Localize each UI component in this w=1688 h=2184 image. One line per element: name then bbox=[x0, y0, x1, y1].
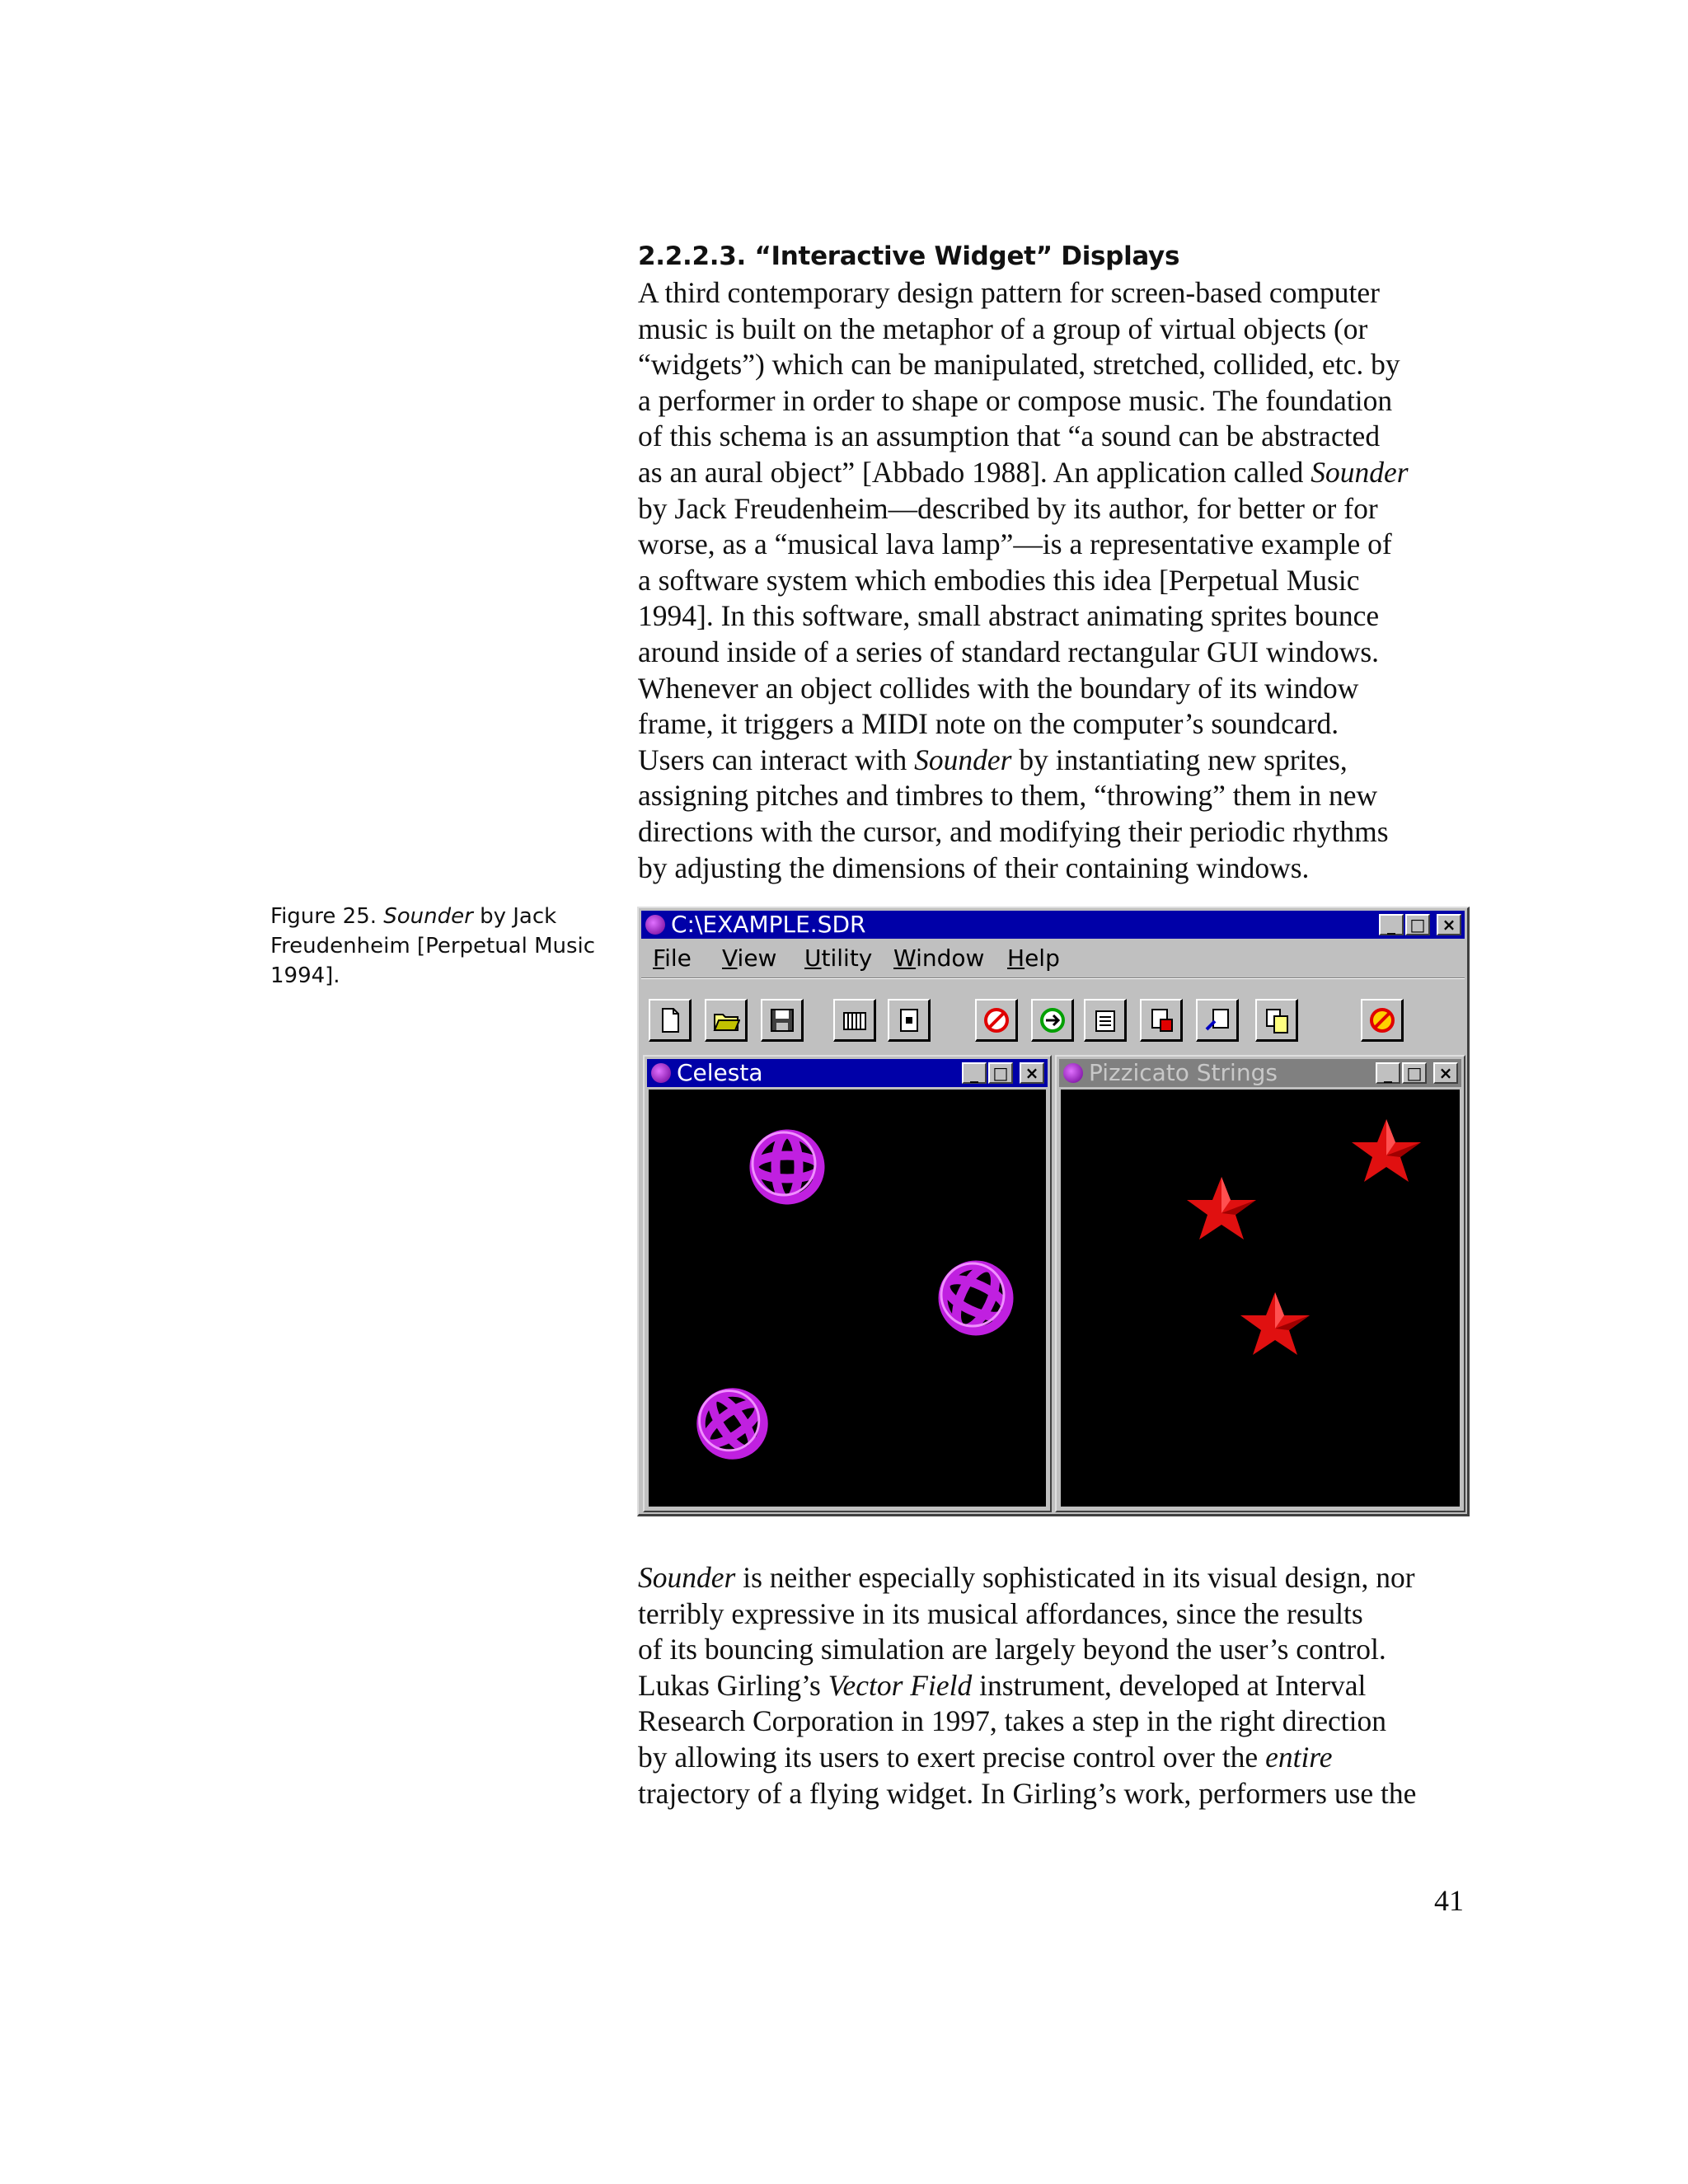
go-arrow-icon bbox=[1039, 1006, 1067, 1034]
text-line: of this schema is an assumption that “a sound can be abstracted bbox=[638, 419, 1381, 453]
text-line: frame, it triggers a MIDI note on the computer’s soundcard. bbox=[638, 707, 1339, 741]
text-line: music is built on the metaphor of a group of virtual objects (or bbox=[638, 312, 1368, 345]
text-line: Research Corporation in 1997, takes a step in the right direction bbox=[638, 1704, 1386, 1738]
app-title: C:\EXAMPLE.SDR bbox=[671, 911, 866, 938]
mute-icon bbox=[1368, 1006, 1396, 1034]
body-paragraph-2 bbox=[638, 1560, 1479, 1811]
pizzicato-canvas[interactable] bbox=[1061, 1090, 1460, 1507]
text-line: by Jack Freudenheim—described by its author, for better or for bbox=[638, 491, 1378, 525]
text-line: “widgets”) which can be manipulated, stretched, collided, etc. by bbox=[638, 348, 1400, 382]
celesta-title: Celesta bbox=[677, 1059, 763, 1086]
celesta-maximize-button[interactable]: □ bbox=[988, 1062, 1013, 1084]
menu-window[interactable]: Window bbox=[893, 944, 985, 972]
menu-utility[interactable]: Utility bbox=[804, 944, 873, 972]
text-line: directions with the cursor, and modifying their periodic rhythms bbox=[638, 814, 1389, 848]
app-titlebar bbox=[641, 911, 1465, 939]
text-line: around inside of a series of standard rectangular GUI windows. bbox=[638, 635, 1380, 668]
window-celesta[interactable] bbox=[643, 1055, 1052, 1512]
text-line: worse, as a “musical lava lamp”—is a representative example of bbox=[638, 527, 1392, 561]
text-line: a software system which embodies this idea [Perpetual Music bbox=[638, 563, 1360, 597]
text-line: 1994]. In this software, small abstract animating sprites bounce bbox=[638, 599, 1380, 633]
go-arrow-button[interactable] bbox=[1031, 999, 1074, 1042]
caption-label: Figure 25. bbox=[270, 904, 384, 929]
open-folder-icon bbox=[712, 1006, 740, 1034]
save-disk-button[interactable] bbox=[761, 999, 804, 1042]
edit-icon bbox=[1203, 1006, 1231, 1034]
open-folder-button[interactable] bbox=[705, 999, 748, 1042]
copy-button[interactable] bbox=[1255, 999, 1298, 1042]
ring-sphere-sprite[interactable] bbox=[693, 1385, 771, 1463]
text-line: of its bouncing simulation are largely beyond the user’s control. bbox=[638, 1633, 1386, 1666]
celesta-minimize-button[interactable]: _ bbox=[962, 1062, 987, 1084]
caption-text: by Jack Freudenheim [Perpetual Music 1994]. bbox=[270, 904, 596, 988]
pizzicato-minimize-button[interactable]: _ bbox=[1376, 1062, 1400, 1084]
stop-button[interactable] bbox=[975, 999, 1018, 1042]
text-line: trajectory of a flying widget. In Girling’s work, performers use the bbox=[638, 1776, 1417, 1810]
copy-icon bbox=[1263, 1006, 1291, 1034]
window-pizzicato-strings[interactable] bbox=[1055, 1055, 1465, 1512]
clipboard-icon bbox=[1091, 1006, 1119, 1034]
celesta-close-button[interactable]: × bbox=[1020, 1062, 1044, 1084]
star-sprite[interactable] bbox=[1180, 1172, 1263, 1254]
pizzicato-title: Pizzicato Strings bbox=[1089, 1059, 1278, 1086]
save-disk-icon bbox=[768, 1006, 796, 1034]
star-sprite[interactable] bbox=[1345, 1114, 1428, 1197]
celesta-titlebar bbox=[647, 1059, 1048, 1087]
stack-button[interactable] bbox=[833, 999, 876, 1042]
text-line: Users can interact with Sounder by instantiating new sprites, bbox=[638, 743, 1348, 776]
text-line: as an aural object” [Abbado 1988]. An application called Sounder bbox=[638, 455, 1409, 489]
text-line: A third contemporary design pattern for screen-based computer bbox=[638, 276, 1380, 309]
ring-sphere-sprite[interactable] bbox=[935, 1257, 1017, 1339]
mute-button[interactable] bbox=[1361, 999, 1404, 1042]
celesta-icon bbox=[651, 1063, 671, 1083]
document-button[interactable] bbox=[888, 999, 931, 1042]
caption-italic: Sounder bbox=[383, 904, 473, 929]
text-line: Sounder is neither especially sophisticated in its visual design, nor bbox=[638, 1561, 1415, 1594]
app-icon bbox=[645, 915, 665, 935]
text-line: Whenever an object collides with the boundary of its window bbox=[638, 671, 1359, 705]
text-line: terribly expressive in its musical affordances, since the results bbox=[638, 1596, 1363, 1630]
paste-icon bbox=[1147, 1006, 1175, 1034]
stack-icon bbox=[841, 1006, 869, 1034]
paste-button[interactable] bbox=[1140, 999, 1183, 1042]
minimize-button[interactable]: _ bbox=[1379, 914, 1404, 935]
menu-separator bbox=[641, 977, 1465, 979]
menu-view[interactable]: View bbox=[722, 944, 777, 972]
pizzicato-maximize-button[interactable]: □ bbox=[1402, 1062, 1427, 1084]
menu-help[interactable]: Help bbox=[1007, 944, 1060, 972]
new-file-icon bbox=[656, 1006, 684, 1034]
figure-caption bbox=[270, 902, 600, 991]
menu-file[interactable]: File bbox=[653, 944, 692, 972]
edit-button[interactable] bbox=[1196, 999, 1239, 1042]
menu-bar bbox=[641, 940, 1465, 977]
celesta-canvas[interactable] bbox=[649, 1090, 1046, 1507]
maximize-button[interactable]: □ bbox=[1405, 914, 1430, 935]
stop-icon bbox=[982, 1006, 1010, 1034]
text-line: assigning pitches and timbres to them, “throwing” them in new bbox=[638, 779, 1378, 813]
star-sprite[interactable] bbox=[1234, 1287, 1316, 1370]
text-line: by adjusting the dimensions of their containing windows. bbox=[638, 851, 1310, 884]
section-heading: 2.2.2.3. “Interactive Widget” Displays bbox=[638, 241, 1180, 271]
text-line: a performer in order to shape or compose music. The foundation bbox=[638, 383, 1393, 417]
page-number: 41 bbox=[1434, 1884, 1464, 1917]
pizzicato-close-button[interactable]: × bbox=[1433, 1062, 1458, 1084]
new-file-button[interactable] bbox=[649, 999, 692, 1042]
close-button[interactable]: × bbox=[1437, 914, 1461, 935]
sounder-screenshot bbox=[637, 907, 1470, 1516]
clipboard-button[interactable] bbox=[1084, 999, 1127, 1042]
pizzicato-icon bbox=[1063, 1063, 1083, 1083]
document-icon bbox=[895, 1006, 923, 1034]
pizzicato-titlebar bbox=[1059, 1059, 1461, 1087]
body-paragraph-1 bbox=[638, 275, 1479, 886]
text-line: Lukas Girling’s Vector Field instrument, developed at Interval bbox=[638, 1668, 1367, 1702]
ring-sphere-sprite[interactable] bbox=[746, 1126, 828, 1208]
text-line: by allowing its users to exert precise control over the entire bbox=[638, 1740, 1333, 1774]
